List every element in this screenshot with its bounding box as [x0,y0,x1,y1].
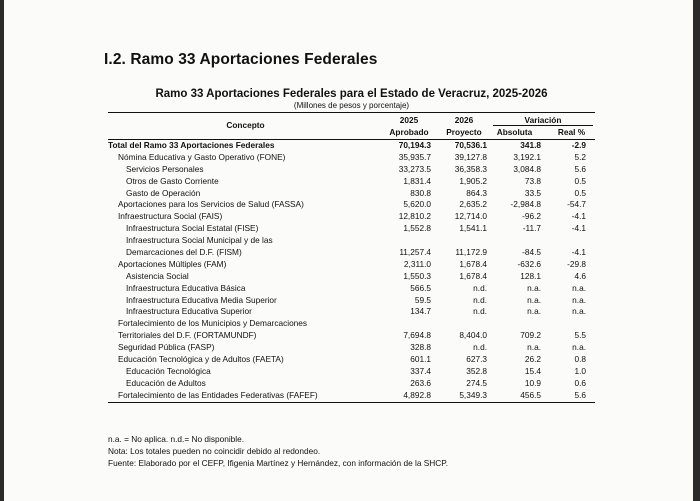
table-row [108,342,595,354]
table-body [108,140,595,402]
note-source: Fuente: Elaborado por el CEFP, Ifigenia Martínez y Hernández, con información de la SHCP. [108,458,449,468]
value-aprobado-2025: 1,831.4 [403,175,431,186]
header-proyecto: Proyecto [446,127,482,137]
table-row [108,223,595,235]
value-variacion-real: 5.2 [574,151,586,162]
row-label: Aportaciones Múltiples (FAM) [118,258,227,269]
value-aprobado-2025: 12,810.2 [398,211,431,222]
value-proyecto-2026: n.d. [473,342,487,353]
table-row [108,140,595,152]
table-row [108,378,595,390]
value-aprobado-2025: 328.8 [410,342,431,353]
value-proyecto-2026: 5,349.3 [459,389,487,400]
value-aprobado-2025: 566.5 [410,282,431,293]
value-variacion-real: 0.5 [574,187,586,198]
value-aprobado-2025: 830.8 [410,187,431,198]
value-proyecto-2026: 1,678.4 [459,258,487,269]
row-label-line2: Demarcaciones del D.F. (FISM) [126,247,242,258]
value-variacion-real: 4.6 [574,270,586,281]
value-aprobado-2025: 7,694.8 [403,330,431,341]
table-row [108,354,595,366]
table-row [108,188,595,200]
value-variacion-absoluta: 33.5 [524,187,541,198]
data-table [108,112,595,403]
header-aprobado: Aprobado [389,127,429,137]
value-variacion-absoluta: -2,984.8 [510,199,541,210]
value-proyecto-2026: 274.5 [466,377,487,388]
value-variacion-real: n.a. [572,294,586,305]
value-variacion-real: n.a. [572,282,586,293]
value-variacion-absoluta: -632.6 [517,258,541,269]
section-title: I.2. Ramo 33 Aportaciones Federales [104,51,378,68]
value-proyecto-2026: 39,127.8 [454,151,487,162]
row-label: Total del Ramo 33 Aportaciones Federales [108,140,275,150]
value-aprobado-2025: 4,892.8 [403,389,431,400]
row-label: Infraestructura Educativa Básica [126,282,246,293]
table-row [108,306,595,318]
value-aprobado-2025: 11,257.4 [399,247,431,258]
value-variacion-absoluta: 456.5 [520,389,541,400]
value-aprobado-2025: 33,273.5 [398,163,431,174]
row-label: Infraestructura Educativa Media Superior [126,294,277,305]
value-variacion-absoluta: n.a. [527,282,541,293]
row-label: Educación de Adultos [126,377,206,388]
value-variacion-absoluta: 128.1 [520,270,541,281]
header-concepto: Concepto [226,120,265,130]
table-subtitle: (Millones de pesos y porcentaje) [293,101,410,110]
value-variacion-real: 5.5 [574,330,586,341]
value-variacion-real: 5.6 [574,163,586,174]
value-aprobado-2025: 2,311.0 [403,258,431,269]
table-row [108,164,595,176]
value-proyecto-2026: n.d. [473,294,487,305]
value-aprobado-2025: 70,194.3 [398,140,431,150]
table-row [108,366,595,378]
value-aprobado-2025: 337.4 [410,365,431,376]
row-label: Seguridad Pública (FASP) [118,342,215,353]
table-bottom-rule [108,402,595,403]
value-aprobado-2025: 35,935.7 [398,151,431,162]
value-variacion-absoluta: -84.5 [522,247,541,258]
value-aprobado-2025: 59.5 [414,294,431,305]
note-abbreviations: n.a. = No aplica. n.d.= No disponible. [108,434,245,444]
value-variacion-absoluta: 709.2 [520,330,541,341]
value-variacion-absoluta: n.a. [527,342,541,353]
value-aprobado-2025: 5,620.0 [403,199,431,210]
table-row [108,295,595,307]
table-row [108,271,595,283]
value-variacion-real: -4.1 [571,223,586,234]
header-2025: 2025 [399,115,419,125]
row-label-line1: Fortalecimiento de los Municipios y Demarcaciones [118,318,308,329]
value-proyecto-2026: n.d. [473,282,487,293]
table-row [108,199,595,211]
row-label: Educación Tecnológica y de Adultos (FAETA) [118,354,284,365]
table-row [108,318,595,342]
value-proyecto-2026: 36,358.3 [454,163,487,174]
row-label-line2: Territoriales del D.F. (FORTAMUNDF) [118,330,257,341]
value-proyecto-2026: 627.3 [466,354,487,365]
row-label [108,235,273,259]
header-variacion-rule [493,125,593,126]
value-proyecto-2026: 864.3 [466,187,487,198]
row-label: Fortalecimiento de las Entidades Federativas (FAFEF) [118,389,318,400]
value-aprobado-2025: 601.1 [410,354,431,365]
row-label: Educación Tecnológica [126,365,211,376]
value-variacion-absoluta: n.a. [527,306,541,317]
value-aprobado-2025: 1,552.8 [403,223,431,234]
table-row [108,283,595,295]
row-label: Gasto de Operación [126,187,201,198]
row-label-line1: Infraestructura Social Municipal y de las [126,235,273,246]
value-proyecto-2026: 1,541.1 [459,223,487,234]
table-row [108,235,595,259]
value-variacion-real: 1.0 [574,365,586,376]
value-variacion-real: n.a. [572,342,586,353]
value-proyecto-2026: 11,172.9 [455,247,487,258]
row-label: Asistencia Social [126,270,189,281]
value-proyecto-2026: n.d. [473,306,487,317]
value-variacion-real: -54.7 [567,199,586,210]
value-proyecto-2026: 2,635.2 [459,199,487,210]
row-label: Nómina Educativa y Gasto Operativo (FONE) [118,151,286,162]
value-variacion-real: 0.8 [574,354,586,365]
value-proyecto-2026: 8,404.0 [459,330,487,341]
row-label: Infraestructura Social Estatal (FISE) [126,223,259,234]
table-title: Ramo 33 Aportaciones Federales para el Estado de Veracruz, 2025-2026 [155,88,548,100]
value-variacion-absoluta: 26.2 [524,354,541,365]
note-rounding: Nota: Los totales pueden no coincidir debido al redondeo. [108,446,321,456]
value-proyecto-2026: 352.8 [466,365,487,376]
value-proyecto-2026: 1,678.4 [459,270,487,281]
value-variacion-real: -29.8 [567,258,586,269]
value-variacion-absoluta: -96.2 [522,211,541,222]
table-row [108,390,595,402]
value-variacion-absoluta: 3,192.1 [513,151,541,162]
value-proyecto-2026: 1,905.2 [459,175,487,186]
table-row [108,259,595,271]
document-page [4,0,693,501]
table-notes [108,433,448,469]
header-2026: 2026 [454,115,474,125]
table-header [108,113,595,139]
value-aprobado-2025: 263.6 [410,377,431,388]
value-variacion-real: n.a. [572,306,586,317]
value-aprobado-2025: 134.7 [410,306,431,317]
table-row [108,152,595,164]
table-row [108,176,595,188]
value-variacion-absoluta: n.a. [527,294,541,305]
header-variacion: Variación [524,115,562,125]
table-row [108,211,595,223]
value-variacion-real: 0.5 [574,175,586,186]
row-label: Servicios Personales [126,163,204,174]
value-variacion-real: -4.1 [571,211,586,222]
row-label [108,318,307,342]
value-variacion-absoluta: 10.9 [524,377,541,388]
row-label: Aportaciones para los Servicios de Salud (FASSA) [118,199,304,210]
header-real: Real % [557,127,586,137]
value-variacion-absoluta: 3,084.8 [513,163,541,174]
header-absoluta: Absoluta [496,127,533,137]
value-variacion-absoluta: 73.8 [524,175,541,186]
row-label: Infraestructura Social (FAIS) [118,211,223,222]
row-label: Infraestructura Educativa Superior [126,306,252,317]
value-variacion-real: 0.6 [574,377,586,388]
value-variacion-absoluta: -11.7 [522,223,541,234]
value-variacion-absoluta: 341.8 [520,140,541,150]
value-variacion-absoluta: 15.4 [524,365,541,376]
value-proyecto-2026: 12,714.0 [454,211,487,222]
value-proyecto-2026: 70,536.1 [454,140,487,150]
value-aprobado-2025: 1,550.3 [403,270,431,281]
value-variacion-real: 5.6 [574,389,586,400]
row-label: Otros de Gasto Corriente [126,175,219,186]
value-variacion-real: -2.9 [571,140,586,150]
value-variacion-real: -4.1 [571,247,586,258]
